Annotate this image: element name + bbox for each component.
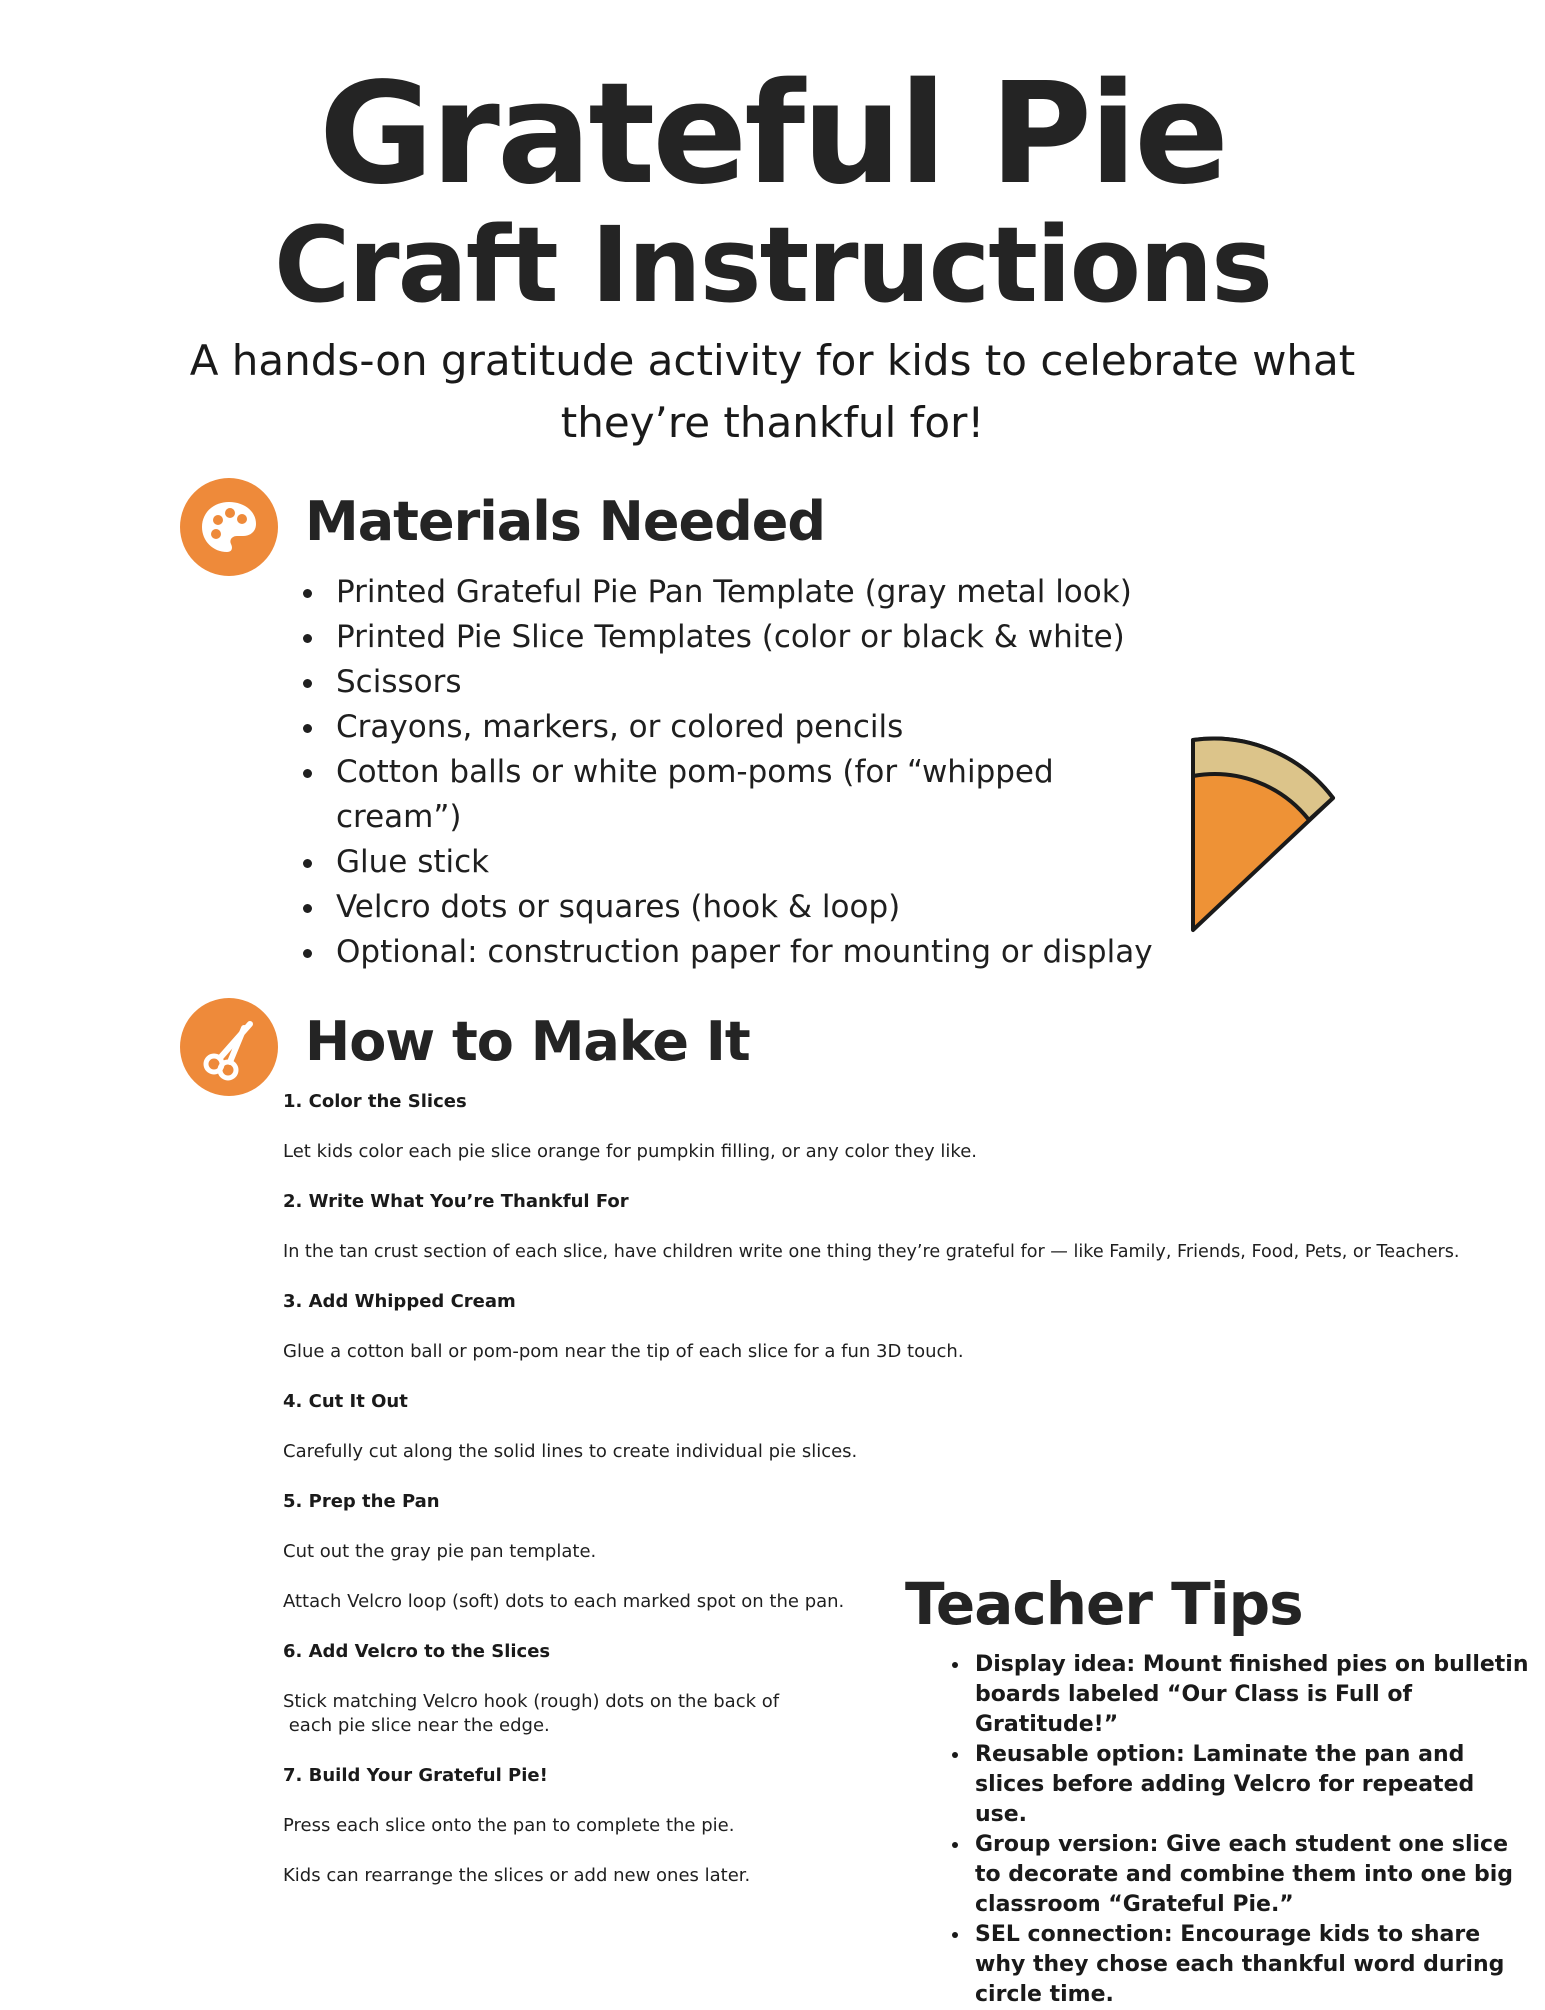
step-title: 6. Add Velcro to the Slices: [283, 1641, 551, 1662]
list-item: • Glue stick: [328, 840, 1228, 885]
step-title: 5. Prep the Pan: [283, 1491, 440, 1512]
list-item: • SEL connection: Encourage kids to share why they chose each thankful word during circle time.: [971, 1920, 1531, 2010]
step-item: [283, 1290, 1493, 1364]
materials-heading: Materials Needed: [305, 490, 826, 553]
page-subtitle: Craft Instructions: [273, 204, 1272, 326]
step-text: Stick matching Velcro hook (rough) dots on the back of each pie slice near the edge.: [283, 1691, 780, 1736]
list-item: • Printed Pie Slice Templates (color or black & white): [328, 615, 1228, 660]
step-text: Kids can rearrange the slices or add new ones later.: [283, 1865, 751, 1886]
step-item: [283, 1390, 1493, 1464]
list-item: • Display idea: Mount finished pies on bulletin boards labeled “Our Class is Full of Gratitude!”: [971, 1650, 1531, 1740]
step-item: [283, 1490, 1493, 1614]
step-item: [283, 1090, 1493, 1164]
pie-slice-icon: [1185, 730, 1345, 940]
step-text: Carefully cut along the solid lines to create individual pie slices.: [283, 1441, 858, 1462]
teacher-tips-heading: Teacher Tips: [905, 1570, 1303, 1638]
list-item: • Reusable option: Laminate the pan and slices before adding Velcro for repeated use.: [971, 1740, 1531, 1830]
list-item: • Velcro dots or squares (hook & loop): [328, 885, 1228, 930]
step-text: Let kids color each pie slice orange for pumpkin filling, or any color they like.: [283, 1141, 977, 1162]
step-text: Attach Velcro loop (soft) dots to each marked spot on the pan.: [283, 1591, 845, 1612]
step-title: 7. Build Your Grateful Pie!: [283, 1765, 548, 1786]
scissors-icon: [180, 998, 278, 1096]
step-title: 4. Cut It Out: [283, 1391, 408, 1412]
step-text: Glue a cotton ball or pom-pom near the tip of each slice for a fun 3D touch.: [283, 1341, 964, 1362]
list-item: • Crayons, markers, or colored pencils: [328, 705, 1228, 750]
how-to-heading: How to Make It: [305, 1010, 750, 1073]
list-item: • Group version: Give each student one slice to decorate and combine them into one big classroom “Grateful Pie.”: [971, 1830, 1531, 1920]
step-item: [283, 1190, 1493, 1264]
page-tagline: A hands-on gratitude activity for kids to celebrate what they’re thankful for!: [189, 336, 1356, 447]
materials-list: [290, 570, 1228, 975]
step-title: 1. Color the Slices: [283, 1091, 467, 1112]
step-title: 2. Write What You’re Thankful For: [283, 1191, 629, 1212]
step-text: In the tan crust section of each slice, have children write one thing they’re grateful for — like Family, Friends, Food, Pets, or Teachers.: [283, 1242, 1460, 1262]
page-title: Grateful Pie: [318, 53, 1227, 216]
step-text: Cut out the gray pie pan template.: [283, 1541, 597, 1562]
step-title: 3. Add Whipped Cream: [283, 1291, 516, 1312]
list-item: • Scissors: [328, 660, 1228, 705]
list-item: • Printed Grateful Pie Pan Template (gray metal look): [328, 570, 1228, 615]
step-text: Press each slice onto the pan to complete the pie.: [283, 1815, 735, 1836]
list-item: • Optional: construction paper for mounting or display: [328, 930, 1228, 975]
list-item: • Cotton balls or white pom-poms (for “whipped cream”): [328, 750, 1096, 840]
palette-icon: [180, 478, 278, 576]
teacher-tips-list: [935, 1650, 1531, 2010]
